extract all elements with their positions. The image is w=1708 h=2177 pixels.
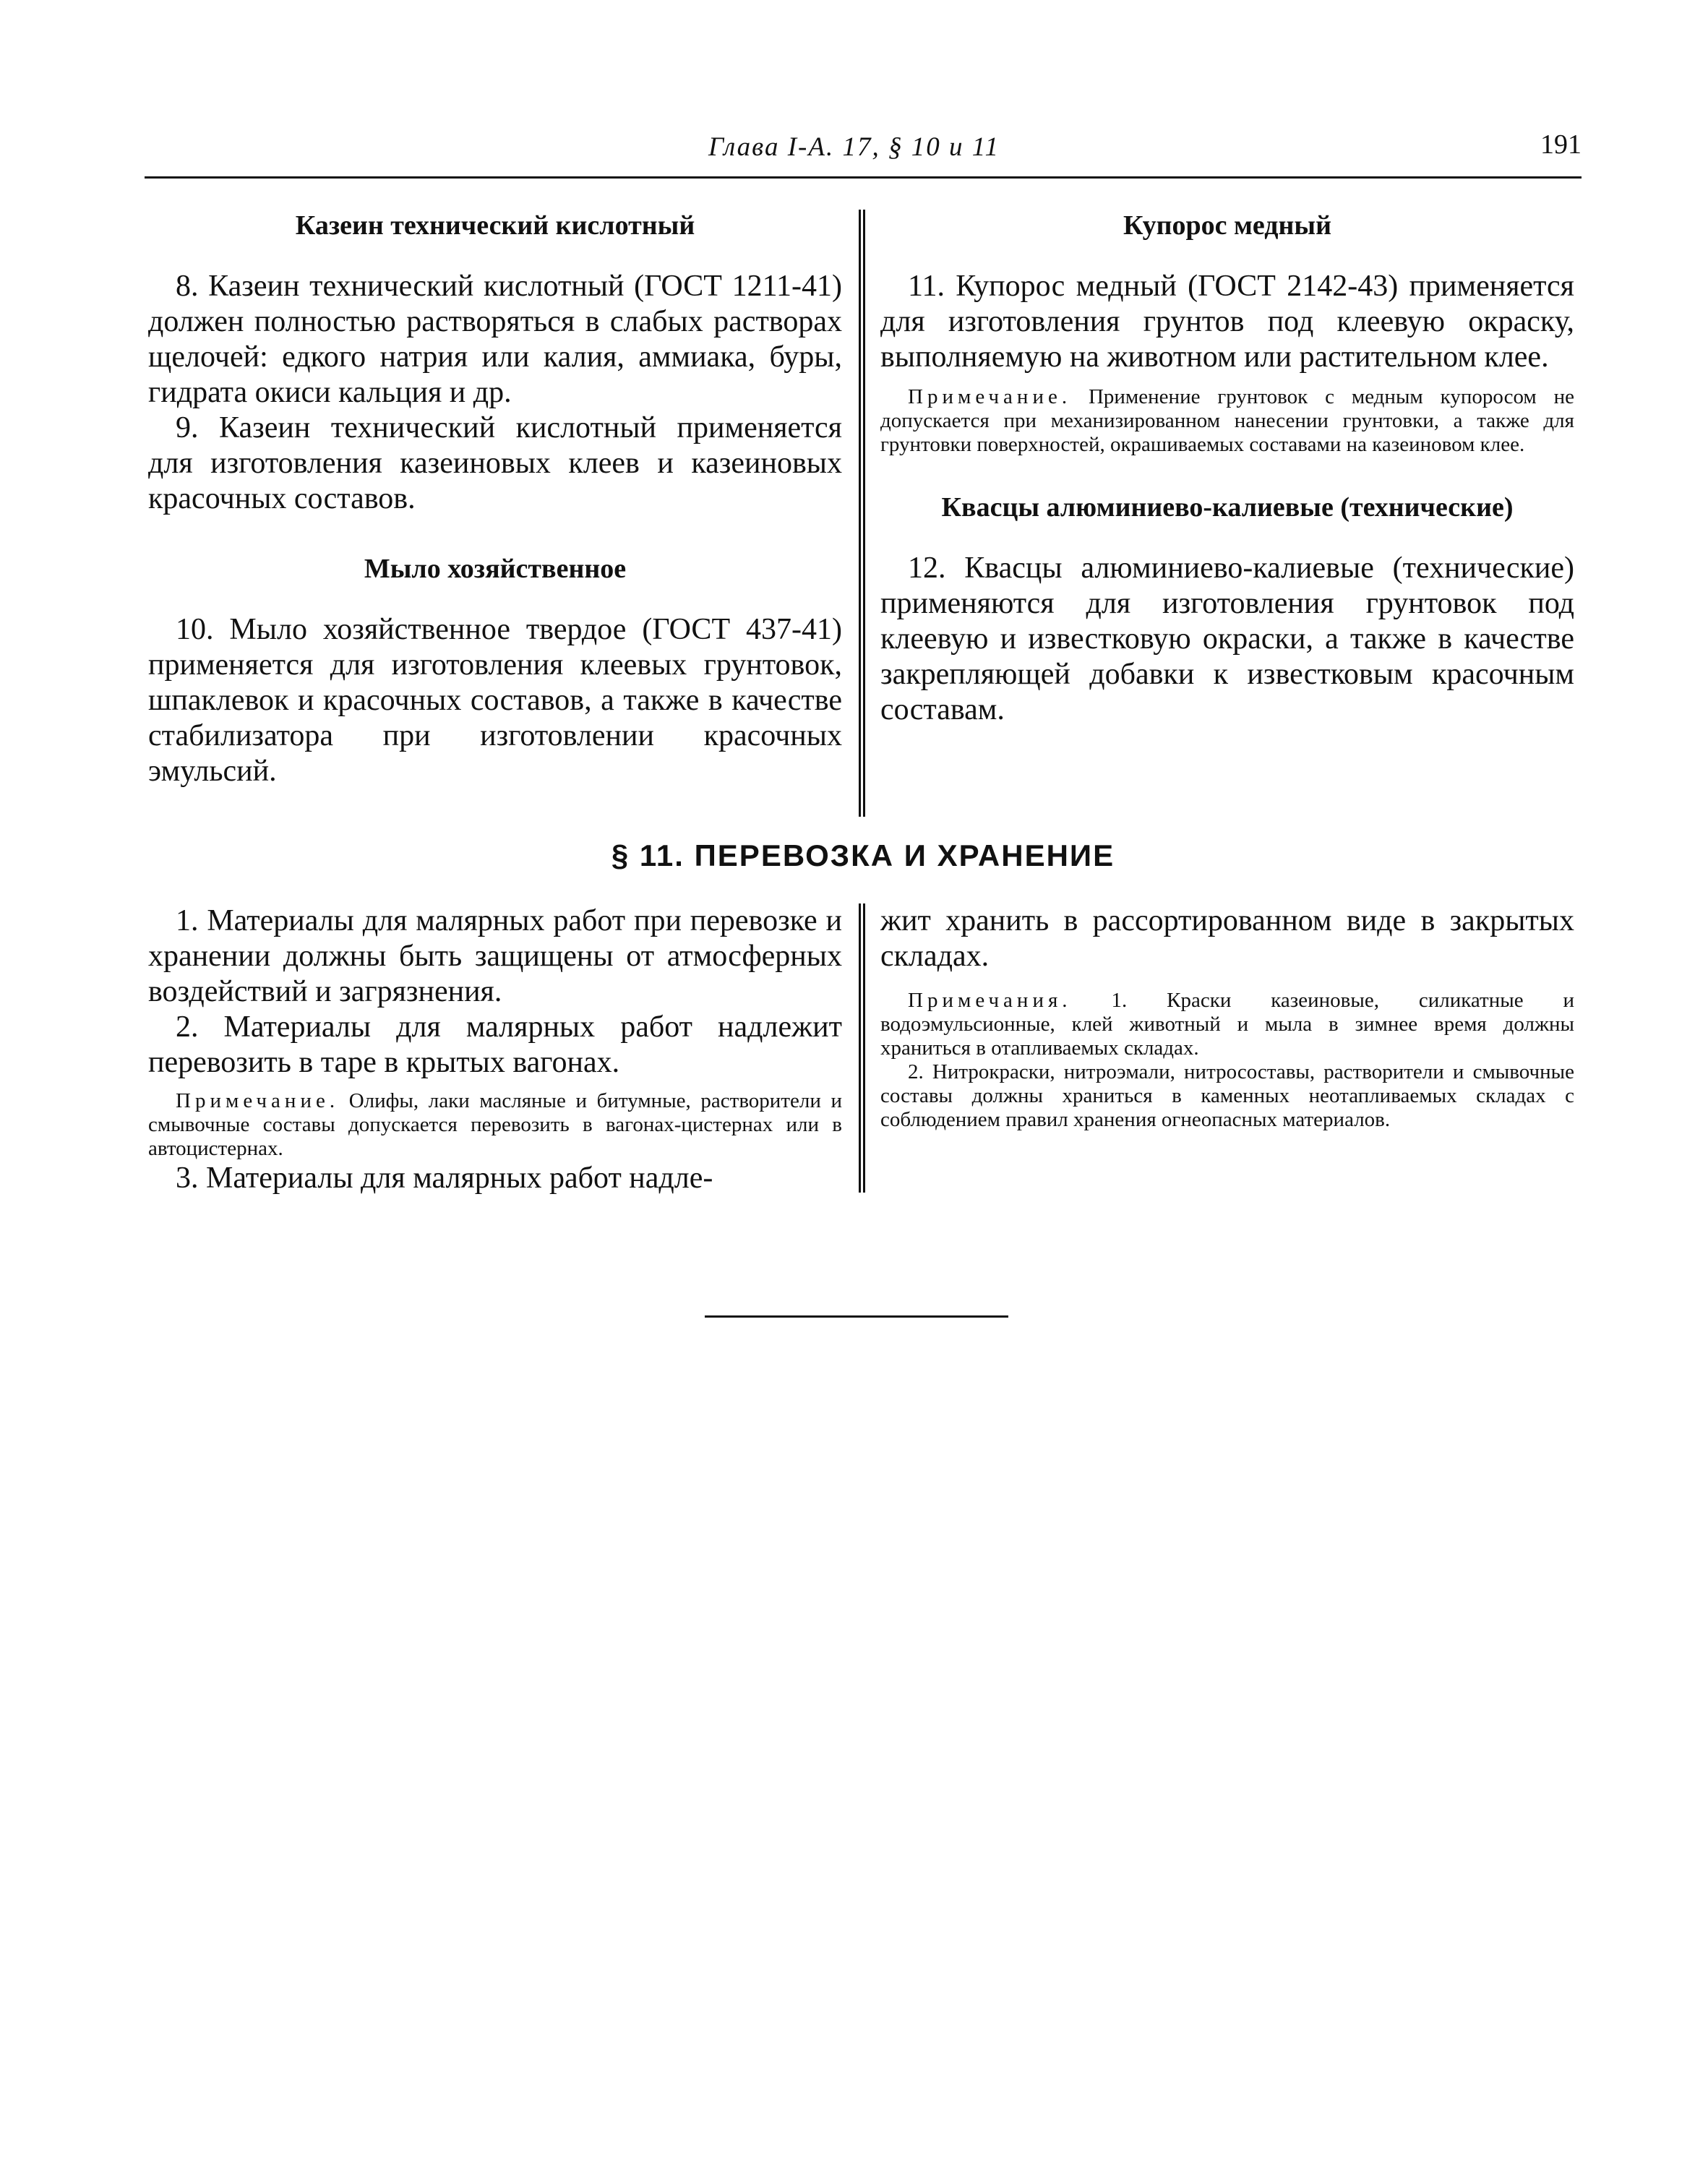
heading-soap: Мыло хозяйственное [364,554,627,584]
column-divider-top [859,210,865,817]
paragraph-s11-2: 2. Материалы для малярных работ надлежит перевозить в таре в крытых вагонах. [148,1010,842,1079]
paragraph-8: 8. Казеин технический кислотный (ГОСТ 1211-41) должен полностью растворяться в слабых растворах щелочей: едкого натрия или калия, аммиака, буры, гидрата окиси кальция и др. [148,270,842,409]
paragraph-9: 9. Казеин технический кислотный применяется для изготовления казеиновых клеев и казеиновых красочных составов. [148,411,842,515]
note-storage-2: 2. Нитрокраски, нитроэмали, нитросоставы, растворители и смывочные составы должны храниться в каменных неотапливаемых складах с соблюдением правил хранения огнеопасных материалов. [880,1060,1574,1131]
paragraph-10: 10. Мыло хозяйственное твердое (ГОСТ 437-41) применяется для изготовления клеевых грунтовок, шпаклевок и красочных составов, а также в качестве стабилизатора при изготовлении красочных эмульсий. [148,613,842,788]
note-text: Олифы, лаки масляные и битумные, растворители и смывочные составы допускается перевозить в вагонах-цистернах или в автоцистернах. [148,1089,842,1160]
end-rule [705,1315,1008,1318]
chapter-reference: Глава I-А. 17, § 10 и 11 [708,132,1000,162]
paragraph-s11-1: 1. Материалы для малярных работ при перевозке и хранении должны быть защищены от атмосферных воздействий и загрязнения. [148,904,842,1008]
paragraph-11: 11. Купорос медный (ГОСТ 2142-43) применяется для изготовления грунтов под клеевую окраску, выполняемую на животном или растительном клее. [880,270,1574,374]
top-right-column [880,210,1574,728]
note-storage-1 [880,989,1574,1060]
note-transport [148,1089,842,1161]
column-divider-bottom [859,903,865,1193]
note-text: Применение грунтовок с медным купоросом не допускается при механизированном нанесении грунтовки, а также для грунтовки поверхностей, окрашиваемых составами на казеиновом клее. [880,385,1575,456]
bottom-left-column [148,903,842,1196]
paragraph-s11-3-continued: жит хранить в рассортированном виде в закрытых складах. [880,904,1574,973]
note-label: Примечание. [908,385,1072,408]
note-label: Примечание. [176,1089,340,1112]
top-left-column [148,210,842,789]
heading-alum: Квасцы алюминиево-калиевые (технические) [941,492,1514,523]
section-title: § 11. ПЕРЕВОЗКА И ХРАНЕНИЕ [611,838,1115,872]
paragraph-12: 12. Квасцы алюминиево-калиевые (технические) применяются для изготовления грунтовок под клеевую и известковую окраски, а также в качестве закрепляющей добавки к известковым красочным составам. [880,551,1574,726]
heading-copper-sulfate: Купорос медный [1123,210,1331,241]
paragraph-s11-3: 3. Материалы для малярных работ надле- [176,1162,713,1195]
notes-label: Примечания. [908,989,1072,1012]
running-header [145,123,1582,179]
note-copper-sulfate [880,385,1574,457]
note-1-text: 1. Краски казеиновые, силикатные и водоэмульсионные, клей животный и мыла в зимнее время должны храниться в отапливаемых складах. [880,989,1575,1060]
bottom-right-column [880,903,1574,1132]
heading-casein: Казеин технический кислотный [295,210,695,241]
page-number: 191 [1540,129,1582,160]
